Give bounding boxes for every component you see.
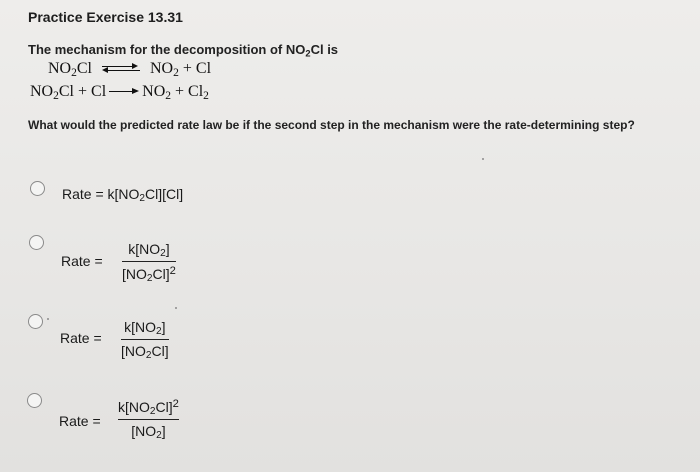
option-3-radio[interactable] [28,314,43,329]
option-1-radio[interactable] [30,181,45,196]
screen-speck [47,318,49,320]
option-4-label[interactable]: Rate = [59,413,101,429]
option-4-fraction [118,398,179,441]
intro-text: The mechanism for the decomposition of $NO_2Cl$ is [28,42,339,59]
option-2-fraction [122,241,176,284]
option-2-numerator: $k[NO_2]$ [128,241,170,260]
question-text: What would the predicted rate law be if the second step in the mechanism were the rate-determining step? [28,118,635,132]
fraction-bar [122,261,176,262]
option-4-denominator: $[NO_2]$ [131,423,166,442]
option-2-radio[interactable] [29,235,44,250]
fraction-bar [118,419,179,420]
option-4-numerator: $k[NO_2Cl]^2$ [118,398,179,418]
equilibrium-arrow-icon [102,64,140,74]
option-3-numerator: $k[NO_2]$ [124,319,166,338]
option-2-denominator: $[NO_2Cl]^2$ [122,265,176,285]
page-title: Practice Exercise 13.31 [28,9,183,25]
fraction-bar [121,339,169,340]
option-4-radio[interactable] [27,393,42,408]
option-2-label[interactable]: Rate = [61,253,103,269]
screen-speck [175,307,177,309]
mechanism-step-2: $NO_2Cl + Cl$ $NO_2 + Cl_2$ [30,83,209,102]
mechanism-step-1: $NO_2Cl$ $NO_2 + Cl$ [48,60,212,79]
option-3-fraction [121,319,169,361]
option-3-label[interactable]: Rate = [60,330,102,346]
screen-speck [482,158,484,160]
reaction-arrow-icon [109,88,139,96]
option-1-label[interactable]: Rate = $k[NO_2Cl][Cl]$ [62,186,184,205]
option-3-denominator: $[NO_2Cl]$ [121,343,169,362]
